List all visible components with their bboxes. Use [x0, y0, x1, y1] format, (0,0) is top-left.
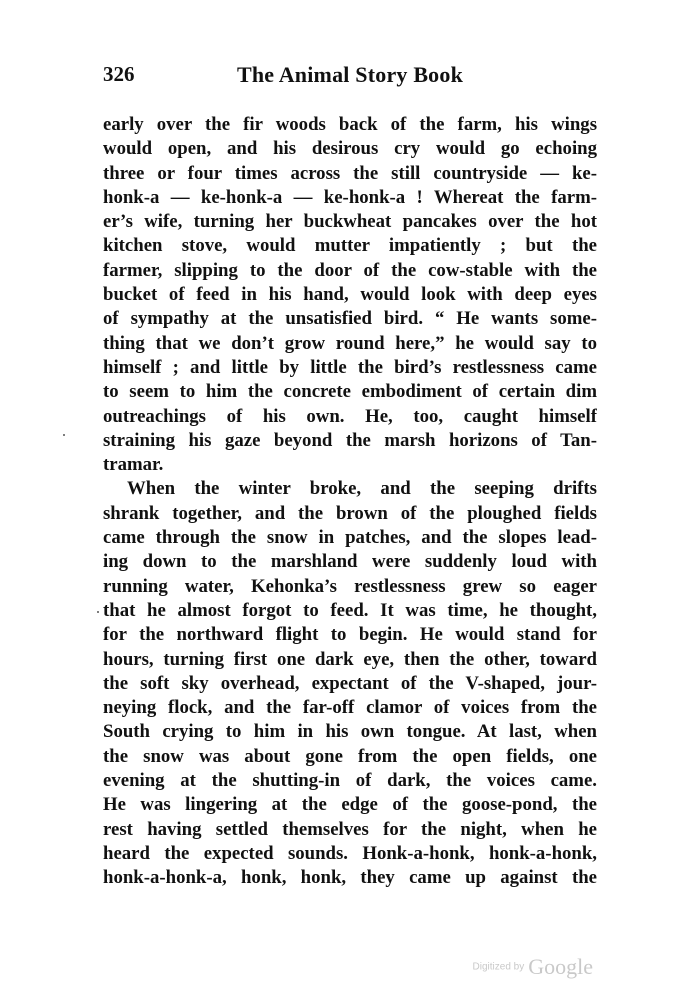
text-line: three or four times across the still countryside — ke-	[103, 162, 597, 184]
text-line: early over the fir woods back of the farm, his wings	[103, 114, 597, 135]
text-line: er’s wife, turning her buckwheat pancakes over the hot	[103, 211, 597, 233]
text-line: the soft sky overhead, expectant of the V-shaped, jour-	[103, 672, 597, 694]
text-line: would open, and his desirous cry would go echoing	[103, 138, 597, 160]
body-text	[103, 113, 597, 891]
scan-speck	[63, 434, 65, 436]
page-header	[103, 62, 597, 96]
paragraph-end-line: tramar.	[103, 454, 164, 476]
text-line: thing that we don’t grow round here,” he would say to	[103, 332, 597, 354]
text-line: shrank together, and the brown of the ploughed fields	[103, 502, 597, 524]
text-line: honk-a-honk-a, honk, honk, they came up against the	[103, 867, 597, 889]
text-line: outreachings of his own. He, too, caught himself	[103, 405, 597, 427]
text-line: He was lingering at the edge of the goose-pond, the	[103, 794, 597, 816]
text-line: South crying to him in his own tongue. At last, when	[103, 721, 597, 743]
text-line: to seem to him the concrete embodiment of certain dim	[103, 381, 597, 403]
running-title: The Animal Story Book	[236, 62, 464, 87]
text-line: of sympathy at the unsatisfied bird. “ He wants some-	[103, 308, 597, 330]
text-line: kitchen stove, would mutter impatiently ; but the	[103, 235, 597, 257]
text-line: evening at the shutting-in of dark, the voices came.	[103, 770, 597, 792]
text-line: ing down to the marshland were suddenly loud with	[103, 551, 597, 573]
text-line: himself ; and little by little the bird’s restlessness came	[103, 356, 597, 378]
scan-speck	[97, 611, 99, 613]
google-logo: Google	[528, 954, 593, 979]
text-line: the snow was about gone from the open fields, one	[103, 745, 597, 767]
text-line: rest having settled themselves for the night, when he	[103, 818, 597, 840]
text-line: came through the snow in patches, and the slopes lead-	[103, 527, 597, 549]
text-line: that he almost forgot to feed. It was time, he thought,	[103, 599, 597, 621]
text-line: honk-a — ke-honk-a — ke-honk-a ! Whereat the farm-	[103, 186, 597, 208]
page-number: 326	[103, 62, 135, 86]
text-line: bucket of feed in his hand, would look with deep eyes	[103, 284, 597, 306]
text-line: straining his gaze beyond the marsh horizons of Tan-	[103, 429, 597, 451]
text-line: for the northward flight to begin. He would stand for	[103, 624, 597, 646]
text-line: farmer, slipping to the door of the cow-stable with the	[103, 259, 597, 281]
text-line: hours, turning first one dark eye, then the other, toward	[103, 648, 597, 670]
text-line: running water, Kehonka’s restlessness grew so eager	[103, 575, 597, 597]
digitized-watermark	[473, 954, 593, 980]
watermark-prefix: Digitized by	[472, 961, 525, 973]
paragraph-start-line: When the winter broke, and the seeping drifts	[127, 478, 597, 500]
text-line: heard the expected sounds. Honk-a-honk, honk-a-honk,	[103, 842, 597, 864]
text-line: neying flock, and the far-off clamor of voices from the	[103, 697, 597, 719]
